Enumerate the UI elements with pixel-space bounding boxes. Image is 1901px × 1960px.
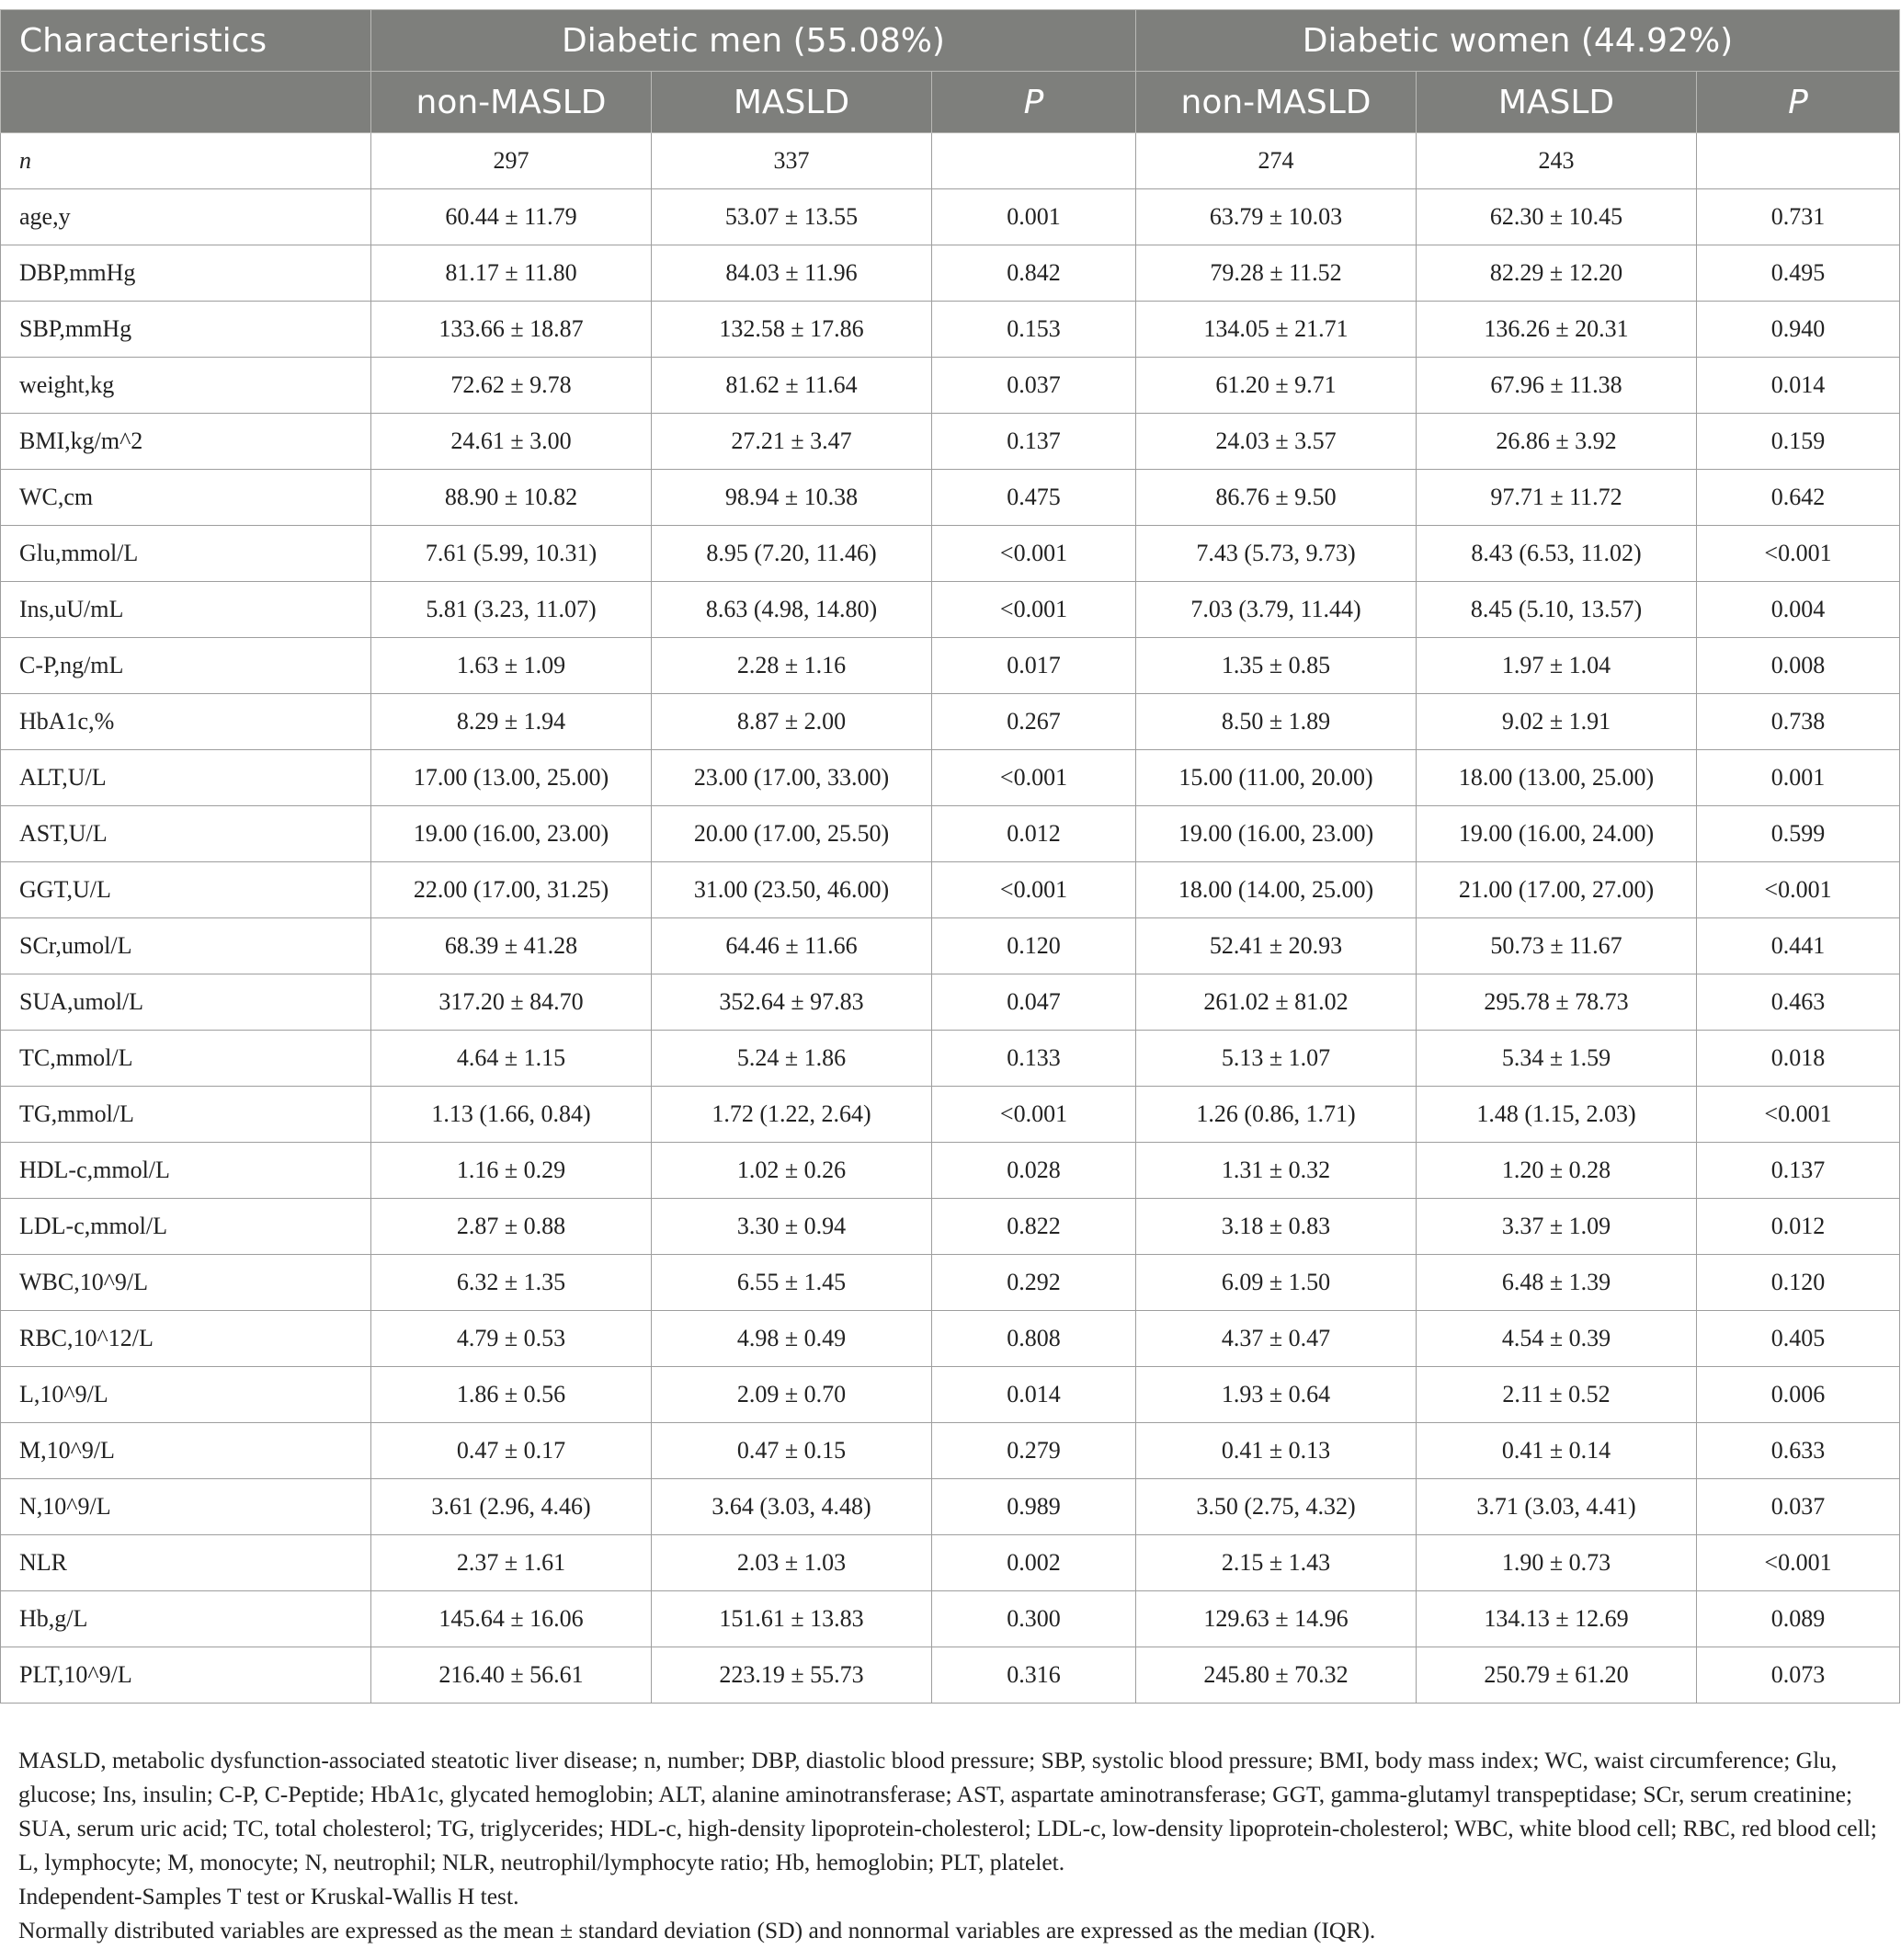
men-non-masld-cell: 1.63 ± 1.09	[371, 638, 652, 694]
women-non-masld-cell: 245.80 ± 70.32	[1136, 1647, 1417, 1704]
women-non-masld-cell: 1.31 ± 0.32	[1136, 1143, 1417, 1199]
men-masld-cell: 20.00 (17.00, 25.50)	[652, 806, 932, 862]
table-row	[1, 1199, 1900, 1255]
women-non-masld-cell: 19.00 (16.00, 23.00)	[1136, 806, 1417, 862]
women-masld-cell: 134.13 ± 12.69	[1417, 1591, 1697, 1647]
men-masld-cell: 2.09 ± 0.70	[652, 1367, 932, 1423]
women-masld-cell: 50.73 ± 11.67	[1417, 918, 1697, 974]
women-non-masld-cell: 4.37 ± 0.47	[1136, 1311, 1417, 1367]
men-masld-cell: 27.21 ± 3.47	[652, 414, 932, 470]
men-masld-cell: 6.55 ± 1.45	[652, 1255, 932, 1311]
women-p-cell: 0.073	[1697, 1647, 1900, 1704]
table-footnotes	[18, 1743, 1884, 1947]
row-label: L,10^9/L	[1, 1367, 371, 1423]
women-non-masld-cell: 6.09 ± 1.50	[1136, 1255, 1417, 1311]
women-non-masld-cell: 129.63 ± 14.96	[1136, 1591, 1417, 1647]
men-non-masld-cell: 68.39 ± 41.28	[371, 918, 652, 974]
women-p-cell: <0.001	[1697, 526, 1900, 582]
women-p-cell: <0.001	[1697, 862, 1900, 918]
header-group-men: Diabetic men (55.08%)	[371, 10, 1136, 72]
women-masld-cell: 21.00 (17.00, 27.00)	[1417, 862, 1697, 918]
women-non-masld-cell: 0.41 ± 0.13	[1136, 1423, 1417, 1479]
women-masld-cell: 67.96 ± 11.38	[1417, 358, 1697, 414]
men-non-masld-cell: 4.64 ± 1.15	[371, 1031, 652, 1087]
women-masld-cell: 82.29 ± 12.20	[1417, 245, 1697, 302]
men-masld-cell: 1.72 (1.22, 2.64)	[652, 1087, 932, 1143]
women-p-cell: <0.001	[1697, 1087, 1900, 1143]
men-p-cell: 0.014	[932, 1367, 1136, 1423]
men-non-masld-cell: 1.86 ± 0.56	[371, 1367, 652, 1423]
row-label: n	[1, 133, 371, 189]
men-masld-cell: 0.47 ± 0.15	[652, 1423, 932, 1479]
men-masld-cell: 84.03 ± 11.96	[652, 245, 932, 302]
women-p-cell: 0.120	[1697, 1255, 1900, 1311]
row-label: HDL-c,mmol/L	[1, 1143, 371, 1199]
women-p-cell: 0.463	[1697, 974, 1900, 1031]
women-p-cell: 0.738	[1697, 694, 1900, 750]
women-masld-cell: 3.37 ± 1.09	[1417, 1199, 1697, 1255]
men-masld-cell: 8.95 (7.20, 11.46)	[652, 526, 932, 582]
women-masld-cell: 5.34 ± 1.59	[1417, 1031, 1697, 1087]
men-masld-cell: 81.62 ± 11.64	[652, 358, 932, 414]
men-non-masld-cell: 5.81 (3.23, 11.07)	[371, 582, 652, 638]
men-non-masld-cell: 1.13 (1.66, 0.84)	[371, 1087, 652, 1143]
row-label: HbA1c,%	[1, 694, 371, 750]
row-label: TG,mmol/L	[1, 1087, 371, 1143]
men-p-cell: 0.989	[932, 1479, 1136, 1535]
women-p-cell: 0.441	[1697, 918, 1900, 974]
men-p-cell: 0.017	[932, 638, 1136, 694]
header-men-p: P	[932, 72, 1136, 133]
women-masld-cell: 9.02 ± 1.91	[1417, 694, 1697, 750]
row-label: Hb,g/L	[1, 1591, 371, 1647]
women-p-cell: 0.001	[1697, 750, 1900, 806]
table-row	[1, 582, 1900, 638]
men-p-cell: 0.037	[932, 358, 1136, 414]
men-p-cell: 0.133	[932, 1031, 1136, 1087]
women-masld-cell: 136.26 ± 20.31	[1417, 302, 1697, 358]
men-non-masld-cell: 4.79 ± 0.53	[371, 1311, 652, 1367]
row-label: SUA,umol/L	[1, 974, 371, 1031]
table-row	[1, 750, 1900, 806]
table-row	[1, 694, 1900, 750]
men-p-cell: 0.292	[932, 1255, 1136, 1311]
table-row	[1, 1255, 1900, 1311]
men-p-cell: 0.300	[932, 1591, 1136, 1647]
women-masld-cell: 18.00 (13.00, 25.00)	[1417, 750, 1697, 806]
header-men-non-masld: non-MASLD	[371, 72, 652, 133]
table-row	[1, 1479, 1900, 1535]
men-p-cell: 0.842	[932, 245, 1136, 302]
men-non-masld-cell: 17.00 (13.00, 25.00)	[371, 750, 652, 806]
women-non-masld-cell: 134.05 ± 21.71	[1136, 302, 1417, 358]
row-label: age,y	[1, 189, 371, 245]
women-p-cell: 0.495	[1697, 245, 1900, 302]
men-p-cell: 0.153	[932, 302, 1136, 358]
men-masld-cell: 64.46 ± 11.66	[652, 918, 932, 974]
row-label: BMI,kg/m^2	[1, 414, 371, 470]
women-masld-cell: 3.71 (3.03, 4.41)	[1417, 1479, 1697, 1535]
table-row	[1, 974, 1900, 1031]
women-non-masld-cell: 8.50 ± 1.89	[1136, 694, 1417, 750]
women-p-cell: 0.018	[1697, 1031, 1900, 1087]
men-non-masld-cell: 216.40 ± 56.61	[371, 1647, 652, 1704]
men-masld-cell: 4.98 ± 0.49	[652, 1311, 932, 1367]
row-label: M,10^9/L	[1, 1423, 371, 1479]
men-masld-cell: 3.64 (3.03, 4.48)	[652, 1479, 932, 1535]
row-label: NLR	[1, 1535, 371, 1591]
women-masld-cell: 2.11 ± 0.52	[1417, 1367, 1697, 1423]
men-non-masld-cell: 22.00 (17.00, 31.25)	[371, 862, 652, 918]
men-non-masld-cell: 72.62 ± 9.78	[371, 358, 652, 414]
row-label: WBC,10^9/L	[1, 1255, 371, 1311]
table-header	[1, 10, 1900, 133]
women-masld-cell: 1.97 ± 1.04	[1417, 638, 1697, 694]
header-empty-cell	[1, 72, 371, 133]
women-masld-cell: 4.54 ± 0.39	[1417, 1311, 1697, 1367]
table-row	[1, 1143, 1900, 1199]
table-row	[1, 414, 1900, 470]
men-non-masld-cell: 7.61 (5.99, 10.31)	[371, 526, 652, 582]
men-non-masld-cell: 60.44 ± 11.79	[371, 189, 652, 245]
men-p-cell: 0.012	[932, 806, 1136, 862]
row-label: ALT,U/L	[1, 750, 371, 806]
header-women-p: P	[1697, 72, 1900, 133]
men-non-masld-cell: 19.00 (16.00, 23.00)	[371, 806, 652, 862]
women-p-cell: 0.159	[1697, 414, 1900, 470]
row-label: TC,mmol/L	[1, 1031, 371, 1087]
table-row	[1, 358, 1900, 414]
women-p-cell: 0.599	[1697, 806, 1900, 862]
women-masld-cell: 19.00 (16.00, 24.00)	[1417, 806, 1697, 862]
row-label: GGT,U/L	[1, 862, 371, 918]
table-row	[1, 1031, 1900, 1087]
men-p-cell: 0.002	[932, 1535, 1136, 1591]
table-row	[1, 245, 1900, 302]
men-p-cell: <0.001	[932, 862, 1136, 918]
table-row	[1, 806, 1900, 862]
women-non-masld-cell: 61.20 ± 9.71	[1136, 358, 1417, 414]
men-p-cell: 0.279	[932, 1423, 1136, 1479]
men-non-masld-cell: 2.37 ± 1.61	[371, 1535, 652, 1591]
row-label: PLT,10^9/L	[1, 1647, 371, 1704]
women-non-masld-cell: 79.28 ± 11.52	[1136, 245, 1417, 302]
table-row	[1, 302, 1900, 358]
women-non-masld-cell: 86.76 ± 9.50	[1136, 470, 1417, 526]
row-label: WC,cm	[1, 470, 371, 526]
header-group-women: Diabetic women (44.92%)	[1136, 10, 1900, 72]
characteristics-table	[0, 9, 1900, 1704]
women-masld-cell: 1.20 ± 0.28	[1417, 1143, 1697, 1199]
men-masld-cell: 31.00 (23.50, 46.00)	[652, 862, 932, 918]
men-non-masld-cell: 81.17 ± 11.80	[371, 245, 652, 302]
footnote-tests: Independent-Samples T test or Kruskal-Wallis H test.	[18, 1883, 519, 1909]
women-non-masld-cell: 3.18 ± 0.83	[1136, 1199, 1417, 1255]
men-p-cell: <0.001	[932, 582, 1136, 638]
table-row	[1, 862, 1900, 918]
row-label: SCr,umol/L	[1, 918, 371, 974]
table-row	[1, 1311, 1900, 1367]
table-row	[1, 189, 1900, 245]
women-masld-cell: 8.45 (5.10, 13.57)	[1417, 582, 1697, 638]
table-body	[1, 133, 1900, 1704]
table-row	[1, 1423, 1900, 1479]
women-non-masld-cell: 63.79 ± 10.03	[1136, 189, 1417, 245]
women-non-masld-cell: 52.41 ± 20.93	[1136, 918, 1417, 974]
men-non-masld-cell: 0.47 ± 0.17	[371, 1423, 652, 1479]
table-row	[1, 470, 1900, 526]
men-non-masld-cell: 133.66 ± 18.87	[371, 302, 652, 358]
row-label: DBP,mmHg	[1, 245, 371, 302]
women-non-masld-cell: 7.03 (3.79, 11.44)	[1136, 582, 1417, 638]
men-p-cell: <0.001	[932, 526, 1136, 582]
women-p-cell: 0.012	[1697, 1199, 1900, 1255]
women-p-cell: 0.004	[1697, 582, 1900, 638]
men-p-cell: <0.001	[932, 750, 1136, 806]
table-row	[1, 526, 1900, 582]
men-masld-cell: 352.64 ± 97.83	[652, 974, 932, 1031]
men-p-cell: 0.137	[932, 414, 1136, 470]
women-p-cell: 0.731	[1697, 189, 1900, 245]
men-p-cell: 0.267	[932, 694, 1136, 750]
men-masld-cell: 98.94 ± 10.38	[652, 470, 932, 526]
men-non-masld-cell: 1.16 ± 0.29	[371, 1143, 652, 1199]
women-masld-cell: 1.48 (1.15, 2.03)	[1417, 1087, 1697, 1143]
women-non-masld-cell: 1.93 ± 0.64	[1136, 1367, 1417, 1423]
row-label: RBC,10^12/L	[1, 1311, 371, 1367]
women-p-cell: 0.008	[1697, 638, 1900, 694]
men-non-masld-cell: 3.61 (2.96, 4.46)	[371, 1479, 652, 1535]
header-row-groups	[1, 10, 1900, 72]
women-masld-cell: 26.86 ± 3.92	[1417, 414, 1697, 470]
header-characteristics: Characteristics	[1, 10, 371, 72]
women-non-masld-cell: 3.50 (2.75, 4.32)	[1136, 1479, 1417, 1535]
header-men-masld: MASLD	[652, 72, 932, 133]
men-non-masld-cell: 2.87 ± 0.88	[371, 1199, 652, 1255]
women-masld-cell: 62.30 ± 10.45	[1417, 189, 1697, 245]
men-masld-cell: 23.00 (17.00, 33.00)	[652, 750, 932, 806]
row-label: AST,U/L	[1, 806, 371, 862]
women-masld-cell: 1.90 ± 0.73	[1417, 1535, 1697, 1591]
women-p-cell: 0.642	[1697, 470, 1900, 526]
men-p-cell: 0.808	[932, 1311, 1136, 1367]
men-p-cell: 0.028	[932, 1143, 1136, 1199]
men-masld-cell: 1.02 ± 0.26	[652, 1143, 932, 1199]
women-p-cell: 0.940	[1697, 302, 1900, 358]
men-p-cell: 0.475	[932, 470, 1136, 526]
men-p-cell	[932, 133, 1136, 189]
row-label: N,10^9/L	[1, 1479, 371, 1535]
table-row	[1, 1367, 1900, 1423]
men-p-cell: 0.001	[932, 189, 1136, 245]
women-masld-cell: 0.41 ± 0.14	[1417, 1423, 1697, 1479]
women-masld-cell: 6.48 ± 1.39	[1417, 1255, 1697, 1311]
men-p-cell: 0.047	[932, 974, 1136, 1031]
women-p-cell: 0.006	[1697, 1367, 1900, 1423]
women-non-masld-cell: 24.03 ± 3.57	[1136, 414, 1417, 470]
table-row	[1, 1591, 1900, 1647]
men-masld-cell: 2.03 ± 1.03	[652, 1535, 932, 1591]
row-label: weight,kg	[1, 358, 371, 414]
men-non-masld-cell: 145.64 ± 16.06	[371, 1591, 652, 1647]
women-masld-cell: 97.71 ± 11.72	[1417, 470, 1697, 526]
men-p-cell: 0.822	[932, 1199, 1136, 1255]
men-masld-cell: 3.30 ± 0.94	[652, 1199, 932, 1255]
men-non-masld-cell: 88.90 ± 10.82	[371, 470, 652, 526]
women-non-masld-cell: 2.15 ± 1.43	[1136, 1535, 1417, 1591]
men-masld-cell: 5.24 ± 1.86	[652, 1031, 932, 1087]
women-masld-cell: 250.79 ± 61.20	[1417, 1647, 1697, 1704]
row-label: Glu,mmol/L	[1, 526, 371, 582]
women-p-cell: 0.089	[1697, 1591, 1900, 1647]
men-p-cell: 0.120	[932, 918, 1136, 974]
table-row	[1, 1535, 1900, 1591]
men-masld-cell: 132.58 ± 17.86	[652, 302, 932, 358]
header-women-masld: MASLD	[1417, 72, 1697, 133]
women-p-cell: 0.137	[1697, 1143, 1900, 1199]
men-non-masld-cell: 8.29 ± 1.94	[371, 694, 652, 750]
women-non-masld-cell: 261.02 ± 81.02	[1136, 974, 1417, 1031]
men-masld-cell: 223.19 ± 55.73	[652, 1647, 932, 1704]
row-label: SBP,mmHg	[1, 302, 371, 358]
women-p-cell: <0.001	[1697, 1535, 1900, 1591]
table-row	[1, 918, 1900, 974]
women-non-masld-cell: 5.13 ± 1.07	[1136, 1031, 1417, 1087]
men-masld-cell: 151.61 ± 13.83	[652, 1591, 932, 1647]
women-non-masld-cell: 15.00 (11.00, 20.00)	[1136, 750, 1417, 806]
men-non-masld-cell: 24.61 ± 3.00	[371, 414, 652, 470]
row-label: Ins,uU/mL	[1, 582, 371, 638]
men-masld-cell: 337	[652, 133, 932, 189]
footnote-distribution: Normally distributed variables are expressed as the mean ± standard deviation (SD) and nonnormal variables are expressed as the median (IQR).	[18, 1917, 1376, 1943]
women-masld-cell: 295.78 ± 78.73	[1417, 974, 1697, 1031]
men-non-masld-cell: 317.20 ± 84.70	[371, 974, 652, 1031]
women-p-cell: 0.037	[1697, 1479, 1900, 1535]
women-non-masld-cell: 18.00 (14.00, 25.00)	[1136, 862, 1417, 918]
men-p-cell: <0.001	[932, 1087, 1136, 1143]
women-non-masld-cell: 1.26 (0.86, 1.71)	[1136, 1087, 1417, 1143]
men-masld-cell: 53.07 ± 13.55	[652, 189, 932, 245]
women-masld-cell: 243	[1417, 133, 1697, 189]
men-masld-cell: 8.63 (4.98, 14.80)	[652, 582, 932, 638]
table-row	[1, 1087, 1900, 1143]
footnote-abbreviations: MASLD, metabolic dysfunction-associated steatotic liver disease; n, number; DBP, diastolic blood pressure; SBP, systolic blood pressure; BMI, body mass index; WC, waist circumference; Glu, glucose; Ins, insulin; C-P, C-Peptide; HbA1c, glycated hemoglobin; ALT, alanine aminotransferase; AST, aspartate aminotransferase; GGT, gamma-glutamyl transpeptidase; SCr, serum creatinine; SUA, serum uric acid; TC, total cholesterol; TG, triglycerides; HDL-c, high-density lipoprotein-cholesterol; LDL-c, low-density lipoprotein-cholesterol; WBC, white blood cell; RBC, red blood cell; L, lymphocyte; M, monocyte; N, neutrophil; NLR, neutrophil/lymphocyte ratio; Hb, hemoglobin; PLT, platelet.	[18, 1747, 1877, 1875]
header-women-non-masld: non-MASLD	[1136, 72, 1417, 133]
men-non-masld-cell: 6.32 ± 1.35	[371, 1255, 652, 1311]
header-row-subgroups	[1, 72, 1900, 133]
women-p-cell: 0.014	[1697, 358, 1900, 414]
row-label: LDL-c,mmol/L	[1, 1199, 371, 1255]
women-non-masld-cell: 7.43 (5.73, 9.73)	[1136, 526, 1417, 582]
women-non-masld-cell: 274	[1136, 133, 1417, 189]
men-masld-cell: 2.28 ± 1.16	[652, 638, 932, 694]
women-non-masld-cell: 1.35 ± 0.85	[1136, 638, 1417, 694]
row-label: C-P,ng/mL	[1, 638, 371, 694]
table-row	[1, 638, 1900, 694]
women-p-cell: 0.405	[1697, 1311, 1900, 1367]
women-p-cell	[1697, 133, 1900, 189]
men-p-cell: 0.316	[932, 1647, 1136, 1704]
women-masld-cell: 8.43 (6.53, 11.02)	[1417, 526, 1697, 582]
table-row	[1, 133, 1900, 189]
men-masld-cell: 8.87 ± 2.00	[652, 694, 932, 750]
table-row	[1, 1647, 1900, 1704]
women-p-cell: 0.633	[1697, 1423, 1900, 1479]
men-non-masld-cell: 297	[371, 133, 652, 189]
